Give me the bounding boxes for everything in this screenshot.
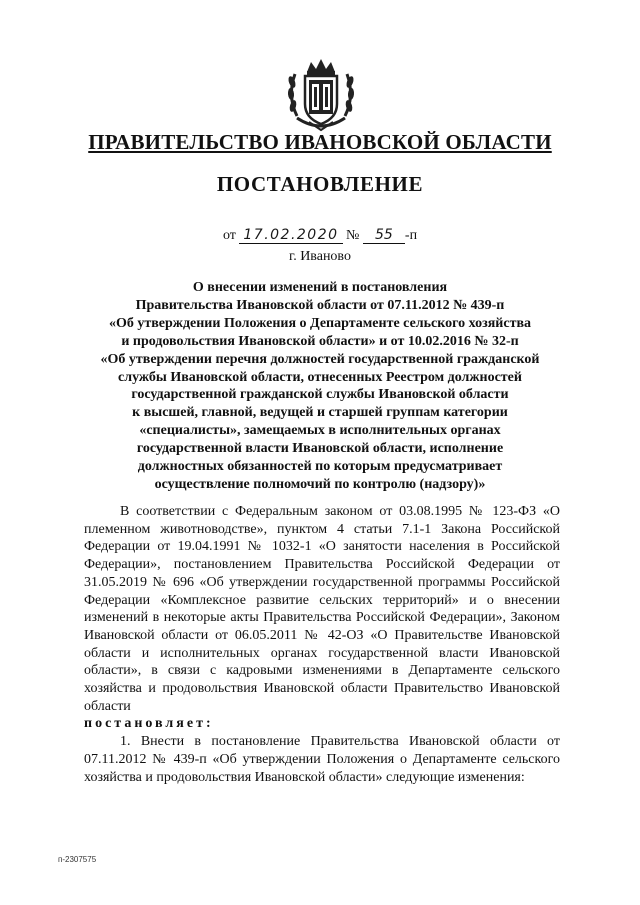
subject-line: к высшей, главной, ведущей и старшей группам категории [132, 405, 508, 421]
handwritten-date: 17.02.2020 [239, 228, 342, 244]
subject-line: «специалисты», замещаемых в исполнительных органах [139, 423, 501, 439]
subject-line: службы Ивановской области, отнесенных Реестром должностей [118, 369, 522, 385]
subject-line: Правительства Ивановской области от 07.11.2012 № 439-п [135, 297, 505, 313]
date-prefix: от [222, 228, 236, 243]
subject-heading [70, 279, 570, 494]
subject-line: и продовольствия Ивановской области» и от 10.02.2016 № 32-п [121, 333, 519, 349]
number-suffix: -п [404, 228, 418, 243]
number-sign: № [346, 228, 360, 243]
subject-line: должностных обязанностей по которым предусматривает [137, 459, 503, 475]
document-type: ПОСТАНОВЛЕНИЕ [216, 172, 424, 196]
document-body [84, 503, 560, 786]
organization-title: ПРАВИТЕЛЬСТВО ИВАНОВСКОЙ ОБЛАСТИ [88, 130, 552, 154]
subject-line: государственной власти Ивановской области, исполнение [136, 441, 504, 457]
subject-line: «Об утверждении Положения о Департаменте сельского хозяйства [108, 315, 532, 331]
subject-line: «Об утверждении перечня должностей государственной гражданской [100, 351, 540, 367]
footer-code: п-2307575 [58, 855, 97, 864]
city: г. Иваново [289, 249, 351, 264]
preamble-paragraph: В соответствии с Федеральным законом от 03.08.1995 № 123-ФЗ «О племенном животноводстве», пунктом 4 статьи 7.1-1 Закона Российской Федерации от 19.04.1991 № 1032-1 «О занятости населения в Российской Федерации», постановлением Правительства Российской Федерации от 31.05.2019 № 696 «Об утверждении государственной программы Российской Федерации «Комплексное развитие сельских территорий» и о внесении изменений в некоторые акты Правительства Российской Федерации», Законом Ивановской области от 06.05.2011 № 42-ОЗ «О Правительстве Ивановской области и исполнительных органах государственной власти Ивановской области», в связи с кадровыми изменениями в Департаменте сельского хозяйства и продовольствия Ивановской области Правительство Ивановской области [84, 504, 560, 714]
subject-line: О внесении изменений в постановления [192, 280, 448, 295]
subject-line: осуществление полномочий по контролю (надзору)» [154, 476, 486, 492]
subject-line: государственной гражданской службы Ивановской области [131, 387, 509, 403]
item-1-paragraph: 1. Внести в постановление Правительства Ивановской области от 07.11.2012 № 439-п «Об утверждении Положения о Департаменте сельского хозяйства и продовольствия Ивановской области» следующие изменения: [84, 734, 560, 785]
coat-of-arms-icon [283, 56, 359, 134]
decree-word: постановляет: [84, 716, 214, 732]
handwritten-number: 55 [363, 228, 405, 244]
date-number-line [0, 228, 640, 244]
